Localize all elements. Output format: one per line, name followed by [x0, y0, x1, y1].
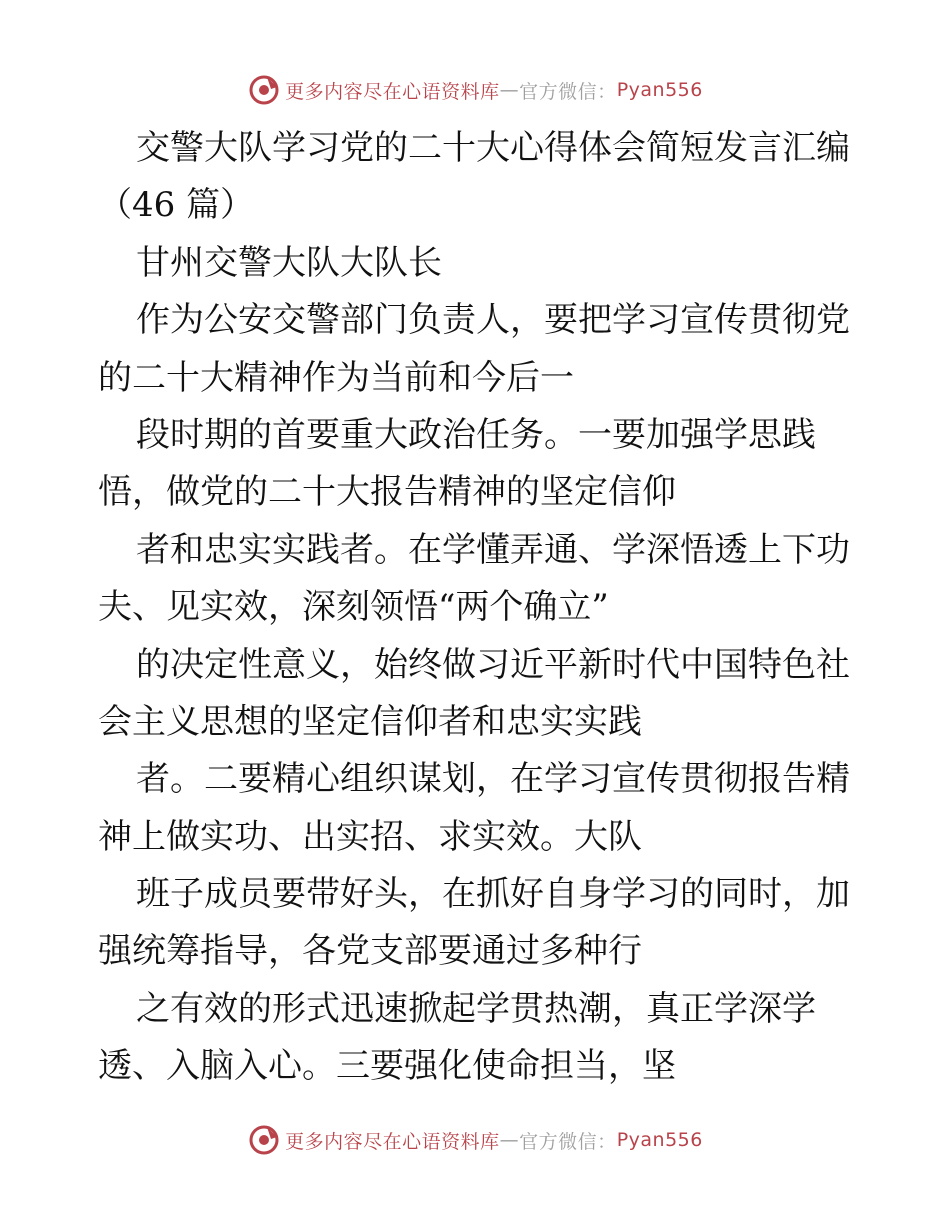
text-line: 夫、见实效，深刻领悟“两个确立”	[98, 587, 609, 628]
watermark-wechat-label: 官方微信：	[519, 1130, 617, 1153]
watermark-separator: —	[499, 79, 520, 101]
text-line: 神上做实功、出实招、求实效。大队	[98, 816, 642, 857]
text-line: 甘州交警大队大队长	[136, 242, 442, 283]
watermark-title: 更多内容尽在心语资料库	[285, 1130, 500, 1153]
text-line: 者和忠实实践者。在学懂弄通、学深悟透上下功	[136, 529, 850, 570]
watermark-wechat-label: 官方微信：	[519, 80, 617, 103]
footer-watermark	[0, 1122, 950, 1158]
library-logo-icon	[247, 1123, 281, 1157]
text-line: 的决定性意义，始终做习近平新时代中国特色社	[136, 644, 850, 685]
library-logo-icon	[247, 73, 281, 107]
text-line: 强统筹指导，各党支部要通过多种行	[98, 931, 642, 972]
watermark-title: 更多内容尽在心语资料库	[285, 80, 500, 103]
text-line: 悟，做党的二十大报告精神的坚定信仰	[98, 472, 676, 513]
text-line: 之有效的形式迅速掀起学贯热潮，真正学深学	[136, 988, 816, 1029]
text-line: 会主义思想的坚定信仰者和忠实实践	[98, 701, 642, 742]
text-line: 作为公安交警部门负责人，要把学习宣传贯彻党	[136, 300, 850, 341]
text-line: 者。二要精心组织谋划，在学习宣传贯彻报告精	[136, 759, 850, 800]
watermark-separator: —	[499, 1129, 520, 1151]
header-watermark	[0, 72, 950, 108]
watermark-wechat-id: Pyan556	[616, 1129, 703, 1151]
text-line: 段时期的首要重大政治任务。一要加强学思践	[136, 414, 816, 455]
text-line: 交警大队学习党的二十大心得体会简短发言汇编	[136, 128, 850, 168]
text-line: 的二十大精神作为当前和今后一	[98, 357, 574, 398]
text-line: （46 篇）	[98, 185, 255, 226]
document-body	[98, 120, 858, 1096]
text-line: 透、入脑入心。三要强化使命担当，坚	[98, 1046, 676, 1087]
text-line: 班子成员要带好头，在抓好自身学习的同时，加	[136, 874, 850, 915]
watermark-wechat-id: Pyan556	[616, 79, 703, 101]
